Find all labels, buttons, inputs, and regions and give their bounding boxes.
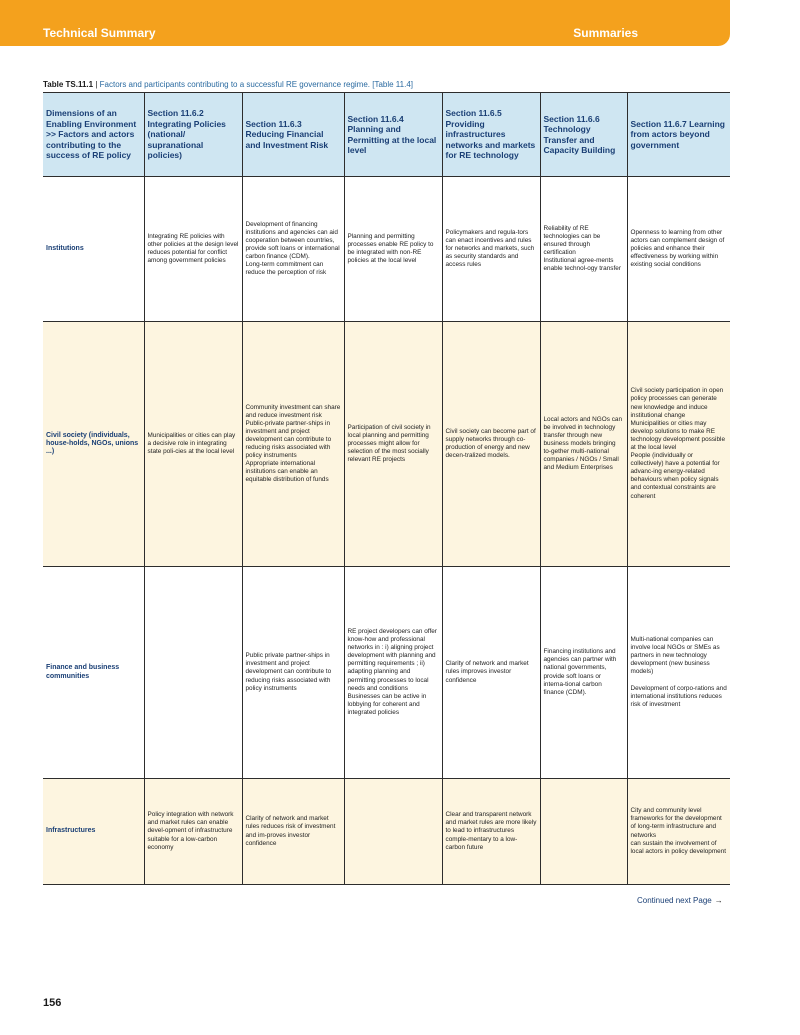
table-cell: Civil society participation in open policy processes can generate new knowledge and induce institutional change Municipalities or cities may develop solutions to make RE technology development possible at the local level People (individually or collectively) have a potential for advanc-ing energy-related behaviours when policy signals and contextual constraints are coherent (627, 322, 730, 567)
table-row (43, 177, 730, 322)
caption-separator: | (93, 80, 100, 89)
row-header: Infrastructures (43, 779, 144, 885)
table-cell (540, 779, 627, 885)
table-cell: Openness to learning from other actors can complement design of policies and enhance their effectiveness by working within existing social conditions (627, 177, 730, 322)
table-cell: RE project developers can offer know-how and professional networks in : i) aligning project development with planning and permitting requirements ; ii) adapting planning and permitting processes to local needs and conditions Businesses can be active in lobbying for coherent and integrated policies (344, 567, 442, 779)
arrow-right-icon: → (714, 896, 723, 905)
table-cell: Integrating RE policies with other policies at the design level reduces potential for conflict among government policies (144, 177, 242, 322)
table-cell: Community investment can share and reduce investment risk Public-private partner-ships in investment and project development can contribute to reducing risks associated with policy instruments Appropriate international institutions can enable an equitable distribution of funds (242, 322, 344, 567)
table-cell: Development of financing institutions and agencies can aid cooperation between countries, provide soft loans or international carbon finance (CDM). Long-term commitment can reduce the perception of risk (242, 177, 344, 322)
column-header: Section 11.6.4 Planning and Permitting at the local level (344, 93, 442, 177)
table-id: Table TS.11.1 (43, 80, 94, 89)
table-cell: City and community level frameworks for the development of long-term infrastructure and networks can sustain the involvement of local actors in policy development (627, 779, 730, 885)
header-section-title: Technical Summary (43, 26, 156, 40)
table-cell: Policy integration with network and market rules can enable devel-opment of infrastructure suitable for a low-carbon economy (144, 779, 242, 885)
column-header: Section 11.6.7 Learning from actors beyond government (627, 93, 730, 177)
column-header: Section 11.6.3 Reducing Financial and Investment Risk (242, 93, 344, 177)
table-row (43, 779, 730, 885)
table-cell: Multi-national companies can involve local NGOs or SMEs as partners in new technology development (new business models) Development of corpo-rations and international institutions reduces risk of investment (627, 567, 730, 779)
column-header: Section 11.6.5 Providing infrastructures networks and markets for RE technology (442, 93, 540, 177)
header-band (0, 0, 730, 46)
table-cell: Policymakers and regula-tors can enact incentives and rules for networks and markets, such as security standards and access rules (442, 177, 540, 322)
continued-label: Continued next Page (637, 896, 712, 905)
table-cell: Clarity of network and market rules reduces risk of investment and im-proves investor confidence (242, 779, 344, 885)
table-cell: Planning and permitting processes enable RE policy to be integrated with non-RE policies at the local level (344, 177, 442, 322)
column-header: Section 11.6.2 Integrating Policies (national/ supranational policies) (144, 93, 242, 177)
row-header: Finance and business communities (43, 567, 144, 779)
table-row (43, 567, 730, 779)
caption-text: Factors and participants contributing to a successful RE governance regime. [Table 11.4] (99, 80, 413, 89)
table-row (43, 322, 730, 567)
table-cell: Clarity of network and market rules improves investor confidence (442, 567, 540, 779)
table-cell: Civil society can become part of supply networks through co-production of energy and new decen-tralized models. (442, 322, 540, 567)
table-cell (144, 567, 242, 779)
row-header: Institutions (43, 177, 144, 322)
row-header: Civil society (individuals, house-holds, NGOs, unions ...) (43, 322, 144, 567)
page-number: 156 (43, 997, 62, 1009)
governance-table (43, 92, 730, 885)
header-chapter-title: Summaries (573, 26, 638, 40)
table-cell (344, 779, 442, 885)
table-cell: Participation of civil society in local planning and permitting processes might allow for selection of the most socially relevant RE projects (344, 322, 442, 567)
column-header: Dimensions of an Enabling Environment >> Factors and actors contributing to the success of RE policy (43, 93, 144, 177)
table-cell: Financing institutions and agencies can partner with national governments, provide soft loans or interna-tional carbon finance (CDM). (540, 567, 627, 779)
table-cell: Clear and transparent network and market rules are more likely to lead to infrastructures comple-mentary to a low-carbon future (442, 779, 540, 885)
table-cell: Municipalities or cities can play a decisive role in integrating state poli-cies at the local level (144, 322, 242, 567)
table-cell: Local actors and NGOs can be involved in technology transfer through new business models bringing to-gether multi-national companies / NGOs / Small and Medium Enterprises (540, 322, 627, 567)
continued-next-page (637, 896, 723, 905)
table-cell: Public private partner-ships in investment and project development can contribute to reducing risks associated with policy instruments (242, 567, 344, 779)
column-header: Section 11.6.6 Technology Transfer and Capacity Building (540, 93, 627, 177)
table-header-row (43, 93, 730, 177)
table-caption (43, 80, 743, 89)
table-cell: Reliability of RE technologies can be ensured through certification Institutional agree-ments enable technol-ogy transfer (540, 177, 627, 322)
